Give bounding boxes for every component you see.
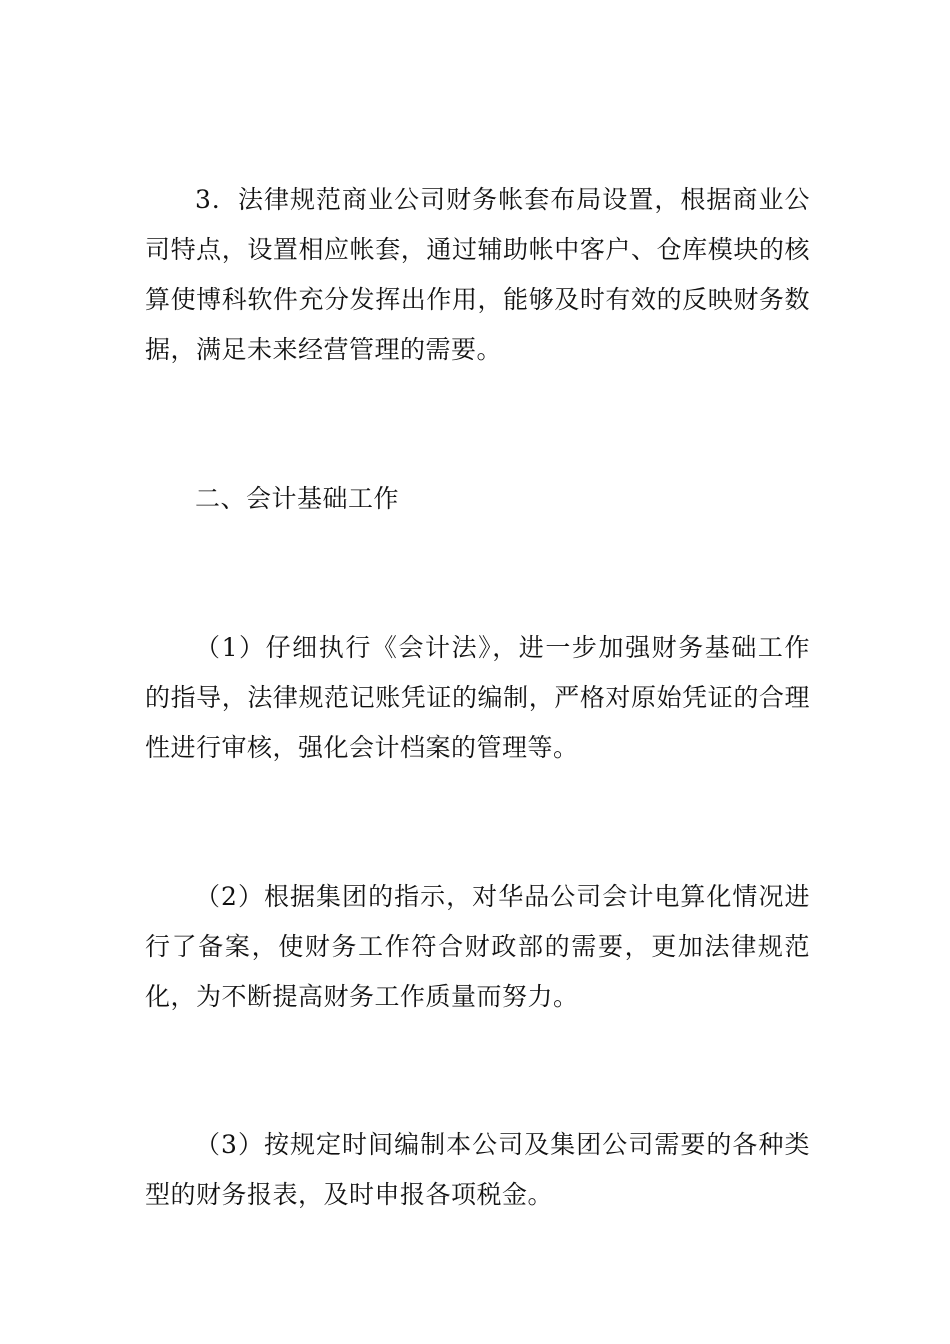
section-heading-accounting-basics: 二、会计基础工作 (195, 484, 400, 513)
paragraph-accounting-law: （1）仔细执行《会计法》，进一步加强财务基础工作的指导，法律规范记账凭证的编制，严格对原始凭证的合理性进行审核，强化会计档案的管理等。 (145, 633, 810, 762)
paragraph-ledger-setup: 3．法律规范商业公司财务帐套布局设置，根据商业公司特点，设置相应帐套，通过辅助帐中客户、仓库模块的核算使博科软件充分发挥出作用，能够及时有效的反映财务数据，满足未来经营管理的需要。 (145, 185, 810, 364)
paragraph-financial-reports: （3）按规定时间编制本公司及集团公司需要的各种类型的财务报表，及时申报各项税金。 (145, 1130, 810, 1209)
paragraph-computerized-accounting: （2）根据集团的指示，对华品公司会计电算化情况进行了备案，使财务工作符合财政部的需要，更加法律规范化，为不断提高财务工作质量而努力。 (145, 882, 810, 1011)
